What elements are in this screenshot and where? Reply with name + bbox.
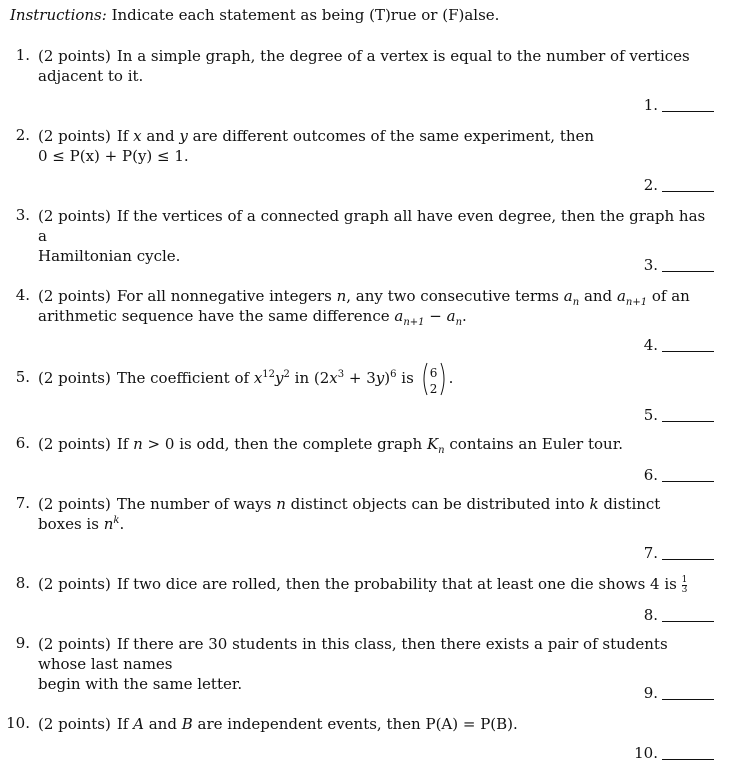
- answer-blank-2[interactable]: 2.: [644, 176, 714, 194]
- points: (2 points): [38, 47, 111, 65]
- question-text: (2 points) The coefficient of $x^{12}y^2$ in $(2x^3 + 3y)^6$ is 6 2 .: [38, 368, 718, 388]
- points: (2 points): [38, 127, 111, 145]
- points: (2 points): [38, 715, 111, 733]
- points: (2 points): [38, 369, 111, 387]
- answer-blank-1[interactable]: 1.: [644, 96, 714, 114]
- points: (2 points): [38, 287, 111, 305]
- answer-blank-7[interactable]: 7.: [644, 544, 714, 562]
- question-line-1: In a simple graph, the degree of a vertex is equal to the number of vertices: [116, 47, 690, 65]
- fraction: $\frac{1}{3}$: [681, 574, 688, 595]
- instructions-text: Indicate each statement as being (T)rue or (F)alse.: [111, 6, 500, 24]
- question-number: 3.: [15, 206, 30, 224]
- question-number: 4.: [15, 286, 30, 304]
- question-number: 9.: [15, 634, 30, 652]
- binomial-coefficient: 6 2: [421, 361, 447, 397]
- question-number: 6.: [15, 434, 30, 452]
- inequality: 0 ≤ P(x) + P(y) ≤ 1.: [38, 147, 189, 165]
- question-text: [38, 46, 718, 86]
- points: (2 points): [38, 635, 111, 653]
- question-text: (2 points) If A and B are independent events, then P(A) = P(B).: [38, 715, 518, 733]
- answer-blank-8[interactable]: 8.: [644, 606, 714, 624]
- question-number: 2.: [15, 126, 30, 144]
- question-text: (2 points) The number of ways n distinct objects can be distributed into k distinct boxes is $n^k$.: [38, 495, 661, 533]
- question-text: (2 points) If x and y are different outcomes of the same experiment, then 0 ≤ P(x) + P(y) ≤ 1.: [38, 127, 595, 165]
- question-text: (2 points) If there are 30 students in this class, then there exists a pair of students whose last names begin with the same letter.: [38, 635, 668, 693]
- question-number: 8.: [15, 574, 30, 592]
- answer-blank-4[interactable]: 4.: [644, 336, 714, 354]
- question-text: (2 points) If the vertices of a connected graph all have even degree, then the graph has a Hamiltonian cycle.: [38, 207, 706, 265]
- points: (2 points): [38, 207, 111, 225]
- answer-blank-5[interactable]: 5.: [644, 406, 714, 424]
- points: (2 points): [38, 575, 111, 593]
- question-text: (2 points) For all nonnegative integers n, any two consecutive terms $a_n$ and $a_{n+1}$ of an arithmetic sequence have the same difference $a_{n+1} - a_n$.: [38, 287, 690, 328]
- question-line-2: adjacent to it.: [38, 67, 144, 85]
- instructions: [10, 6, 499, 24]
- question-number: 7.: [15, 494, 30, 512]
- question-number: 10.: [6, 714, 30, 732]
- answer-blank-10[interactable]: 10.: [634, 744, 714, 762]
- answer-blank-9[interactable]: 9.: [644, 684, 714, 702]
- question-text: (2 points) If two dice are rolled, then the probability that at least one die shows 4 is $\frac{1}{3}$: [38, 574, 688, 595]
- answer-blank-6[interactable]: 6.: [644, 466, 714, 484]
- points: (2 points): [38, 495, 111, 513]
- points: (2 points): [38, 435, 111, 453]
- question-text: (2 points) If n > 0 is odd, then the complete graph $K_n$ contains an Euler tour.: [38, 435, 623, 456]
- question-number: 5.: [15, 368, 30, 386]
- instructions-label: Instructions:: [10, 6, 107, 24]
- equation: P(A) = P(B).: [425, 715, 518, 733]
- question-number: 1.: [15, 46, 30, 64]
- answer-blank-3[interactable]: 3.: [644, 256, 714, 274]
